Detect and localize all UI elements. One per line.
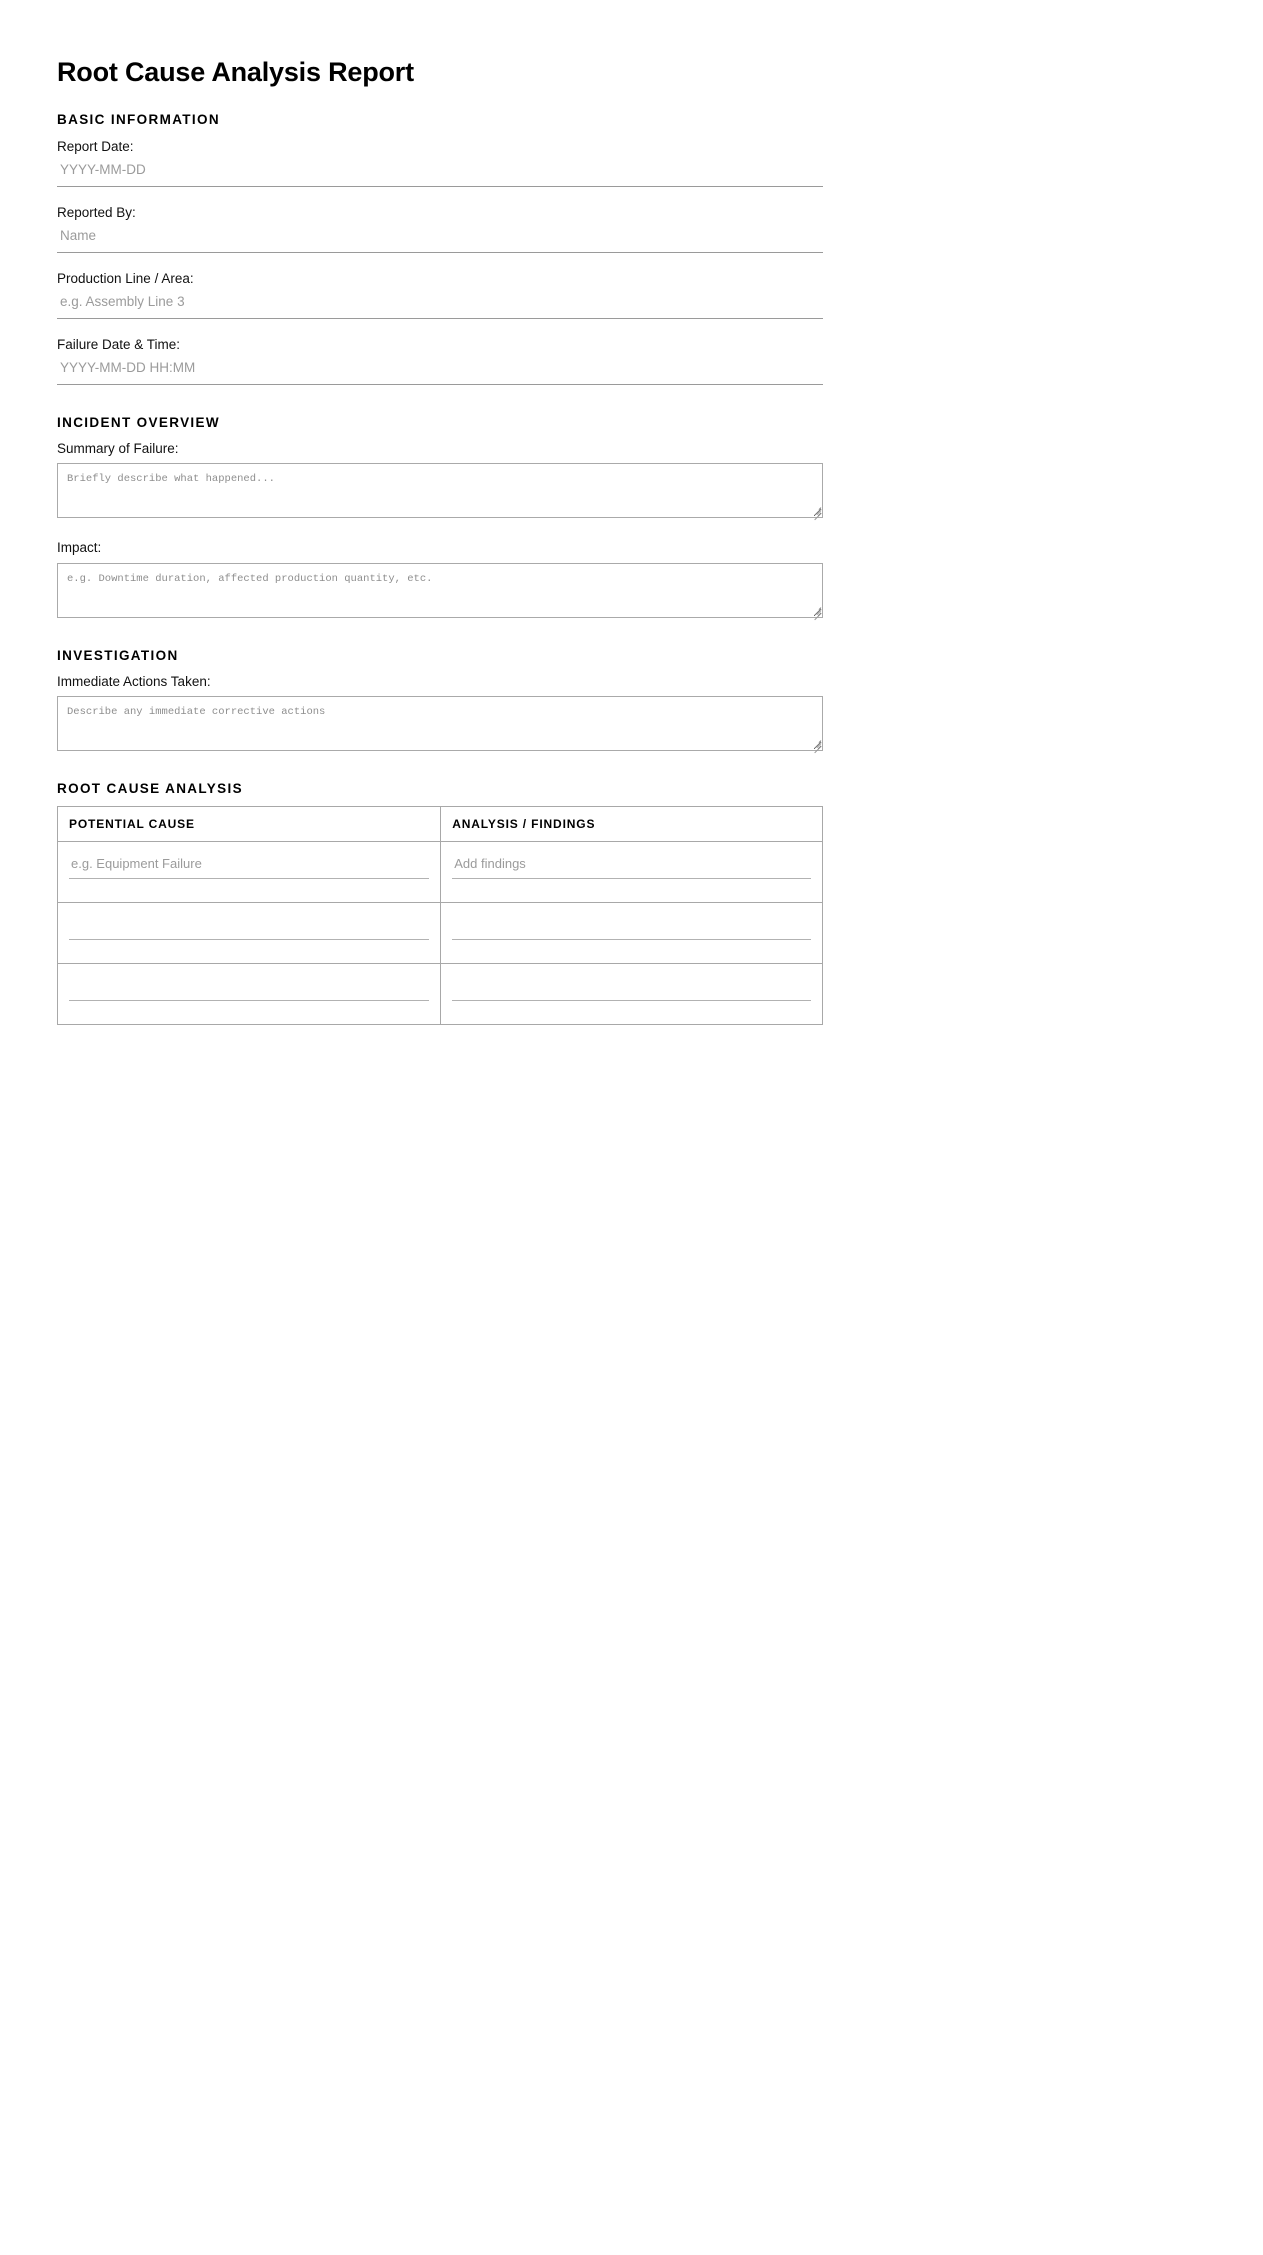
summary-of-failure-textarea[interactable] bbox=[57, 463, 823, 518]
root-cause-analysis-table bbox=[57, 806, 823, 1024]
column-header-potential-cause: POTENTIAL CAUSE bbox=[58, 807, 441, 841]
potential-cause-input[interactable] bbox=[69, 855, 429, 879]
section-heading-investigation: INVESTIGATION bbox=[57, 647, 179, 663]
field-label-summary-of-failure: Summary of Failure: bbox=[57, 441, 179, 457]
table-cell-findings bbox=[441, 841, 823, 902]
field-impact bbox=[57, 539, 823, 617]
potential-cause-input[interactable] bbox=[69, 977, 429, 1001]
reported-by-input[interactable] bbox=[57, 227, 823, 253]
section-basic-information bbox=[57, 112, 823, 385]
analysis-findings-input[interactable] bbox=[452, 916, 811, 940]
field-label-immediate-actions: Immediate Actions Taken: bbox=[57, 673, 211, 689]
field-reported-by bbox=[57, 204, 823, 253]
potential-cause-input[interactable] bbox=[69, 916, 429, 940]
table-header-row bbox=[58, 807, 823, 841]
report-date-input[interactable] bbox=[57, 161, 823, 187]
document-content bbox=[57, 0, 823, 1025]
section-heading-basic-information: BASIC INFORMATION bbox=[57, 112, 220, 128]
table-head bbox=[58, 807, 823, 841]
table-cell-cause bbox=[58, 963, 441, 1024]
page-title: Root Cause Analysis Report bbox=[57, 57, 414, 87]
table-cell-findings bbox=[441, 902, 823, 963]
field-label-report-date: Report Date: bbox=[57, 138, 134, 154]
section-heading-incident-overview: INCIDENT OVERVIEW bbox=[57, 415, 220, 431]
immediate-actions-textarea-wrap bbox=[57, 696, 823, 751]
table-row bbox=[58, 902, 823, 963]
field-failure-datetime bbox=[57, 336, 823, 385]
table-cell-cause bbox=[58, 902, 441, 963]
section-heading-root-cause-analysis: ROOT CAUSE ANALYSIS bbox=[57, 781, 243, 797]
production-line-input[interactable] bbox=[57, 293, 823, 319]
analysis-findings-input[interactable] bbox=[452, 977, 811, 1001]
failure-datetime-input[interactable] bbox=[57, 359, 823, 385]
field-production-line bbox=[57, 270, 823, 319]
impact-textarea[interactable] bbox=[57, 563, 823, 618]
section-incident-overview bbox=[57, 415, 823, 618]
table-cell-cause bbox=[58, 841, 441, 902]
field-label-impact: Impact: bbox=[57, 540, 102, 556]
field-report-date bbox=[57, 138, 823, 187]
section-investigation bbox=[57, 648, 823, 751]
table-body bbox=[58, 841, 823, 1024]
table-row bbox=[58, 841, 823, 902]
field-summary-of-failure bbox=[57, 440, 823, 518]
field-label-failure-datetime: Failure Date & Time: bbox=[57, 336, 181, 352]
section-root-cause-analysis bbox=[57, 781, 823, 1025]
field-label-reported-by: Reported By: bbox=[57, 204, 136, 220]
impact-textarea-wrap bbox=[57, 563, 823, 618]
column-header-analysis-findings: ANALYSIS / FINDINGS bbox=[441, 807, 823, 841]
summary-textarea-wrap bbox=[57, 463, 823, 518]
immediate-actions-textarea[interactable] bbox=[57, 696, 823, 751]
field-immediate-actions bbox=[57, 673, 823, 751]
table-cell-findings bbox=[441, 963, 823, 1024]
field-label-production-line: Production Line / Area: bbox=[57, 270, 194, 286]
analysis-findings-input[interactable] bbox=[452, 855, 811, 879]
table-row bbox=[58, 963, 823, 1024]
